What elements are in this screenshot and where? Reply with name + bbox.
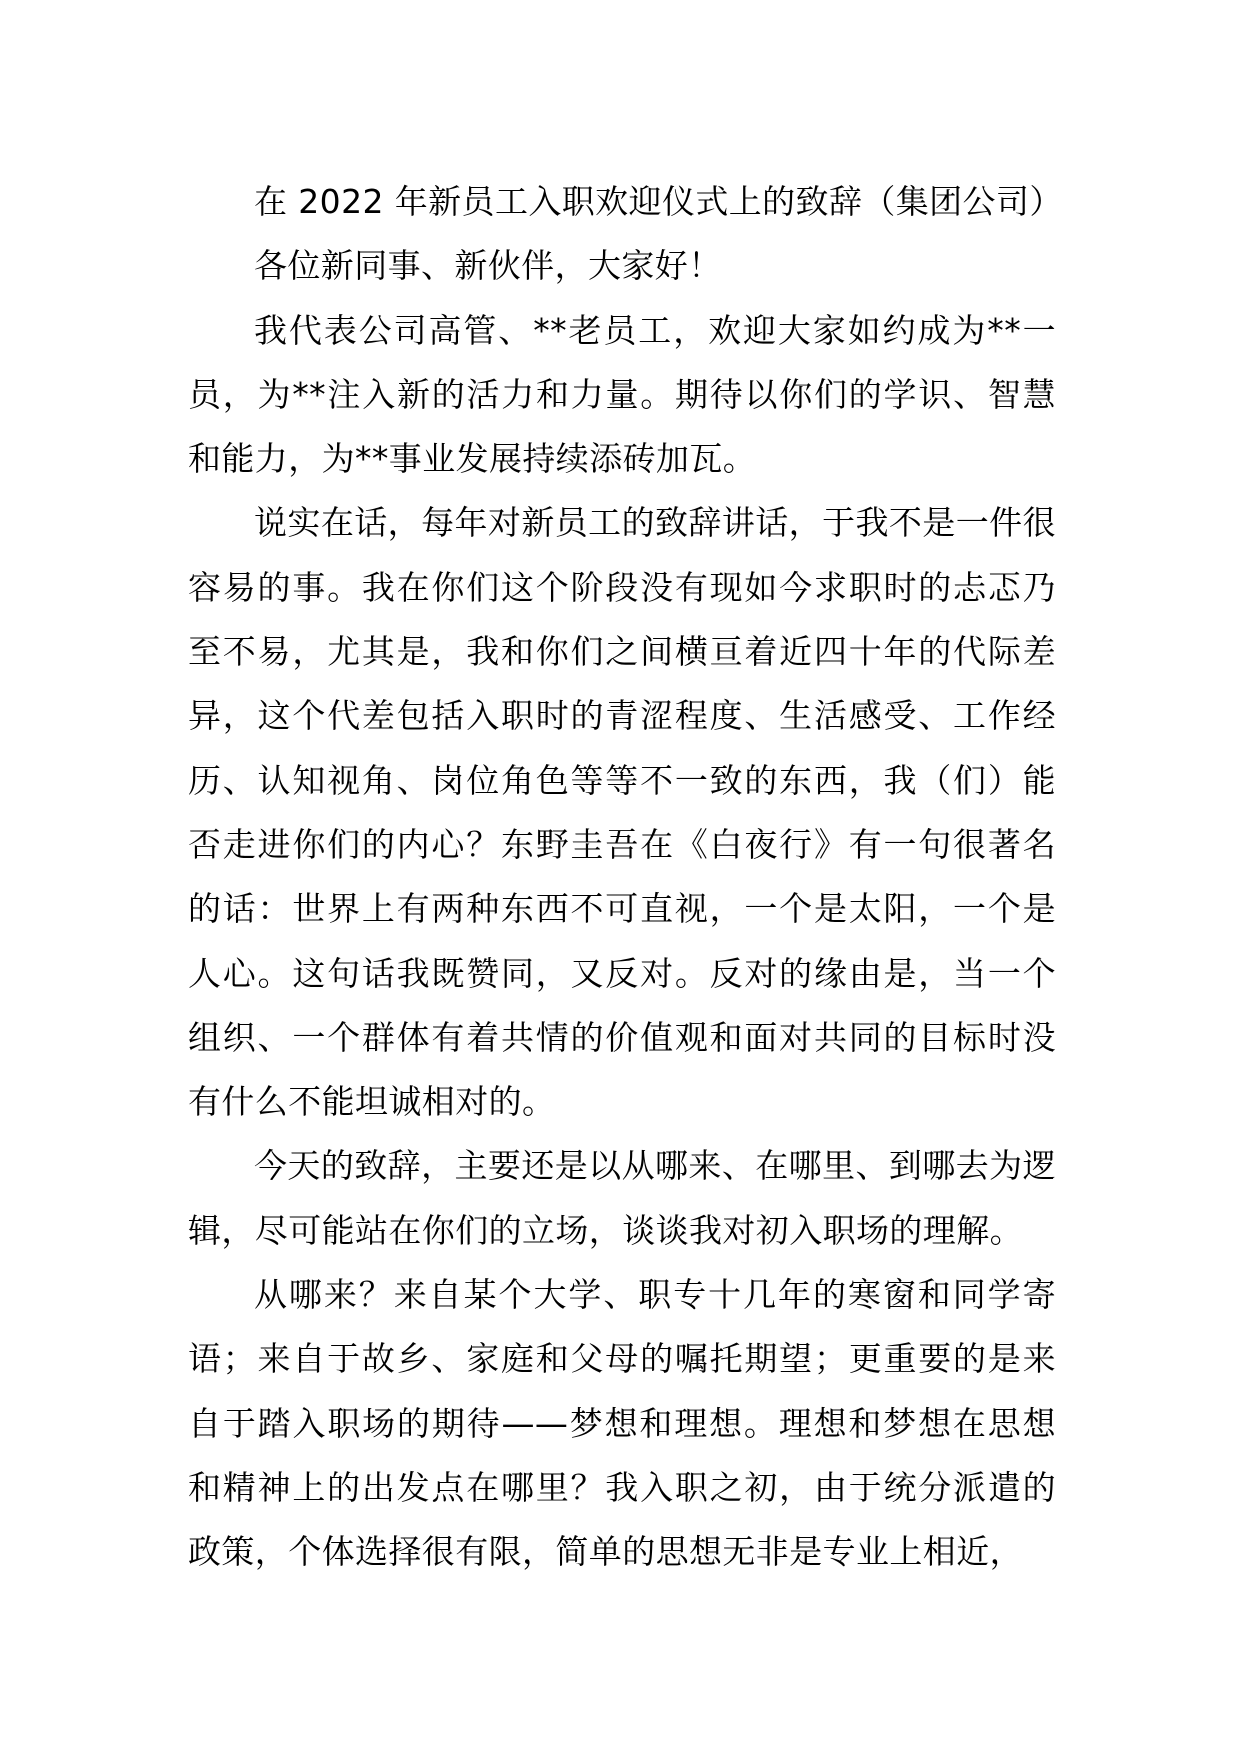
- origin-paragraph: 从哪来？来自某个大学、职专十几年的寒窗和同学寄语；来自于故乡、家庭和父母的嘱托期望；更重要的是来自于踏入职场的期待——梦想和理想。理想和梦想在思想和精神上的出发点在哪里？我入职之初，由于统分派遣的政策，个体选择很有限，简单的思想无非是专业上相近，: [188, 1275, 1056, 1572]
- outline-paragraph: 今天的致辞，主要还是以从哪来、在哪里、到哪去为逻辑，尽可能站在你们的立场，谈谈我对初入职场的理解。: [188, 1146, 1056, 1250]
- document-body: [188, 170, 1063, 1585]
- reflection-paragraph: 说实在话，每年对新员工的致辞讲话，于我不是一件很容易的事。我在你们这个阶段没有现如今求职时的忐忑乃至不易，尤其是，我和你们之间横亘着近四十年的代际差异，这个代差包括入职时的青涩程度、生活感受、工作经历、认知视角、岗位角色等等不一致的东西，我（们）能否走进你们的内心？东野圭吾在《白夜行》有一句很著名的话：世界上有两种东西不可直视，一个是太阳，一个是人心。这句话我既赞同，又反对。反对的缘由是，当一个组织、一个群体有着共情的价值观和面对共同的目标时没有什么不能坦诚相对的。: [188, 503, 1056, 1122]
- welcome-paragraph: 我代表公司高管、**老员工，欢迎大家如约成为**一员，为**注入新的活力和力量。期待以你们的学识、智慧和能力，为**事业发展持续添砖加瓦。: [188, 310, 1056, 479]
- greeting-paragraph: 各位新同事、新伙伴，大家好！: [254, 246, 722, 286]
- speech-title: 在 2022 年新员工入职欢迎仪式上的致辞（集团公司）: [254, 182, 1063, 221]
